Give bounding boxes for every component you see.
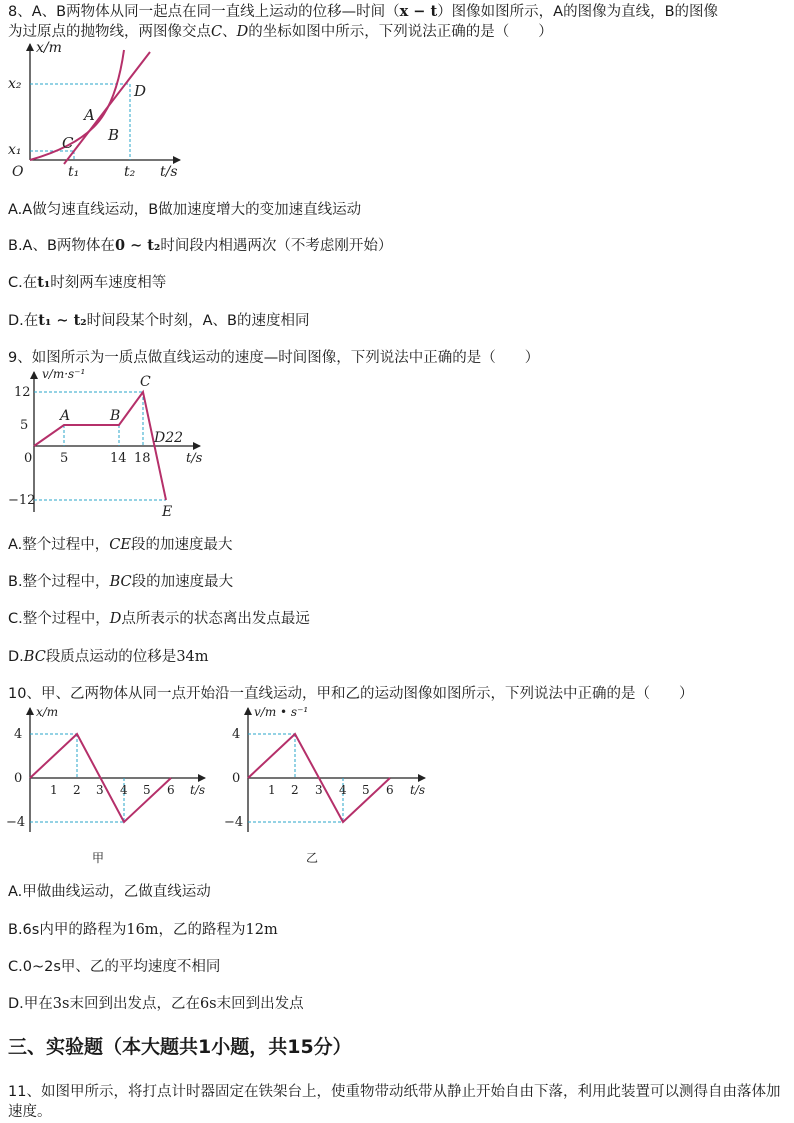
- q9-opta-pre: A.整个过程中，: [8, 537, 110, 553]
- q8-optd-pre: D.在: [8, 313, 39, 329]
- q10a-ytick-neg4: −4: [6, 815, 26, 830]
- q10a-xtick-2: 2: [73, 783, 81, 797]
- q10b-ytick-4: 4: [232, 727, 241, 742]
- q8-optd-post: 时间段某个时刻，A、B的速度相同: [86, 313, 310, 329]
- q10a-ytick-4: 4: [14, 727, 23, 742]
- q9-optc-post: 点所表示的状态离出发点最远: [121, 611, 310, 627]
- q10b-xlabel: t/s: [410, 783, 426, 797]
- q10-optd-a: D.甲在: [8, 996, 53, 1012]
- q9-opta-post: 段的加速度最大: [130, 537, 233, 553]
- q10b-xtick-2: 2: [291, 783, 299, 797]
- q8-stem-d: D: [236, 24, 249, 40]
- q8-stem-text: 8、A、B两物体从同一起点在同一直线上运动的位移—时间（: [8, 4, 400, 20]
- q8-stem-c: C: [211, 24, 223, 40]
- q9-optb-post: 段的加速度最大: [131, 574, 234, 590]
- q9-option-a: [8, 535, 232, 555]
- q9-label-b: B: [110, 408, 121, 424]
- q10-optd-b: 末回到出发点，乙在: [69, 996, 200, 1012]
- q10-optd-v2: 6s: [199, 996, 217, 1012]
- q8-optb-post: 时间段内相遇两次（不考虑刚开始）: [160, 238, 393, 254]
- q10-graph-jia: [0, 702, 215, 868]
- q10-optd-c: 末回到出发点: [216, 996, 304, 1012]
- q9-label-d: D22: [154, 430, 184, 446]
- q8-tick-x1: x₁: [8, 142, 22, 158]
- q10b-xtick-1: 1: [268, 783, 276, 797]
- q8-optc-math: t₁: [37, 274, 51, 291]
- q9-xtick-5: 5: [60, 451, 69, 466]
- q10-stem: 10、甲、乙两物体从同一点开始沿一直线运动，甲和乙的运动图像如图所示，下列说法中正确的是（ ）: [8, 686, 694, 702]
- q9-label-a: A: [60, 408, 71, 424]
- q9-optb-it: BC: [109, 574, 132, 590]
- q9-ytick-5: 5: [20, 418, 29, 433]
- q8-xlabel: t/s: [160, 164, 178, 180]
- q8-stem-sep: 、: [222, 24, 237, 40]
- q10b-ylabel: v/m • s⁻¹: [254, 705, 309, 719]
- q10-optb-b: ，乙的路程为: [158, 922, 246, 938]
- q11-stem: 11、如图甲所示，将打点计时器固定在铁架台上，使重物带动纸带从静止开始自由下落，利用此装置可以测得自由落体加速度。: [8, 1084, 781, 1120]
- q10-option-b: [8, 920, 278, 940]
- q10-optb-v1: 16m: [126, 922, 159, 938]
- q9-optb-pre: B.整个过程中，: [8, 574, 110, 590]
- q8-label-a: A: [84, 106, 95, 124]
- q8-optc-pre: C.在: [8, 275, 38, 291]
- q8-tick-x2: x₂: [8, 76, 22, 92]
- q10a-ytick-0: 0: [14, 771, 23, 786]
- q9-option-b: [8, 572, 233, 592]
- q8-stem-line1: [8, 2, 718, 22]
- q10b-ytick-neg4: −4: [224, 815, 244, 830]
- section-heading-experiment: 三、实验题（本大题共1小题，共15分）: [8, 1036, 352, 1058]
- q8-ylabel: x/m: [36, 40, 62, 56]
- q9-stem: 9、如图所示为一质点做直线运动的速度—时间图像，下列说法中正确的是（ ）: [8, 350, 540, 366]
- q8-label-b: B: [108, 126, 120, 144]
- q8-stem-line2: [8, 22, 553, 42]
- q10b-caption: 乙: [306, 851, 319, 865]
- q9-vt-graph: [0, 366, 220, 522]
- q8-optc-post: 时刻两车速度相等: [50, 275, 167, 291]
- q10a-xlabel: t/s: [190, 783, 206, 797]
- q9-ytick-12: 12: [14, 385, 31, 400]
- q8-option-a: A.A做匀速直线运动，B做加速度增大的变加速直线运动: [8, 202, 362, 218]
- q10b-xtick-3: 3: [315, 783, 323, 797]
- q10a-xtick-3: 3: [96, 783, 104, 797]
- q8-tick-t1: t₁: [68, 164, 80, 180]
- q9-optd-val: 34m: [176, 649, 209, 665]
- q8-stem-math: x − t: [399, 3, 438, 20]
- q9-optc-it: D: [109, 611, 122, 627]
- q9-optc-pre: C.整个过程中，: [8, 611, 110, 627]
- q10-optd-v1: 3s: [52, 996, 70, 1012]
- q9-xtick-14: 14: [110, 451, 127, 466]
- q8-tick-t2: t₂: [124, 164, 136, 180]
- q9-option-d: [8, 647, 209, 667]
- q8-option-b: [8, 236, 392, 256]
- q8-stem-text2: 为过原点的抛物线，两图像交点: [8, 24, 211, 40]
- q8-option-d: [8, 311, 310, 331]
- q10a-ylabel: x/m: [36, 705, 59, 719]
- q10a-caption: 甲: [92, 851, 105, 865]
- q8-stem-tail: ）图像如图所示，A的图像为直线，B的图像: [437, 4, 719, 20]
- q9-ytick-0: 0: [24, 451, 33, 466]
- q8-optb-math: 0 ∼ t₂: [114, 237, 161, 254]
- q8-optd-math: t₁ ∼ t₂: [38, 312, 87, 329]
- q9-optd-pre: D.: [8, 649, 24, 665]
- q10b-ytick-0: 0: [232, 771, 241, 786]
- q10b-xtick-6: 6: [386, 783, 394, 797]
- q10-option-a: A.甲做曲线运动，乙做直线运动: [8, 884, 211, 900]
- q9-xlabel: t/s: [186, 451, 203, 466]
- q8-option-c: [8, 273, 166, 293]
- q9-label-e: E: [162, 504, 173, 520]
- q10b-xtick-4: 4: [339, 783, 347, 797]
- q8-stem-text3: 的坐标如图中所示，下列说法正确的是（ ）: [248, 24, 553, 40]
- q9-ylabel: v/m·s⁻¹: [42, 367, 86, 381]
- q10a-xtick-4: 4: [120, 783, 128, 797]
- q9-opta-it: CE: [109, 537, 131, 553]
- q9-ytick-neg12: −12: [8, 493, 36, 508]
- q9-optd-post: 段质点运动的位移是: [45, 649, 177, 665]
- q9-optd-it: BC: [23, 649, 46, 665]
- q10-optb-v2: 12m: [245, 922, 278, 938]
- q10-graph-yi: [220, 702, 435, 868]
- q9-xtick-18: 18: [134, 451, 151, 466]
- q9-option-c: [8, 609, 310, 629]
- q9-label-c: C: [140, 374, 151, 390]
- q8-optb-pre: B.A、B两物体在: [8, 238, 115, 254]
- q10a-xtick-5: 5: [143, 783, 151, 797]
- q10b-xtick-5: 5: [362, 783, 370, 797]
- q10-optb-a: B.6s内甲的路程为: [8, 922, 127, 938]
- q8-label-d: D: [134, 82, 147, 100]
- q10-option-c: C.0~2s甲、乙的平均速度不相同: [8, 959, 221, 975]
- q8-label-c: C: [62, 134, 74, 152]
- q10-option-d: [8, 994, 304, 1014]
- q8-origin: O: [12, 164, 24, 180]
- q10a-xtick-6: 6: [167, 783, 175, 797]
- q10a-xtick-1: 1: [50, 783, 58, 797]
- q8-xt-graph: [0, 40, 200, 185]
